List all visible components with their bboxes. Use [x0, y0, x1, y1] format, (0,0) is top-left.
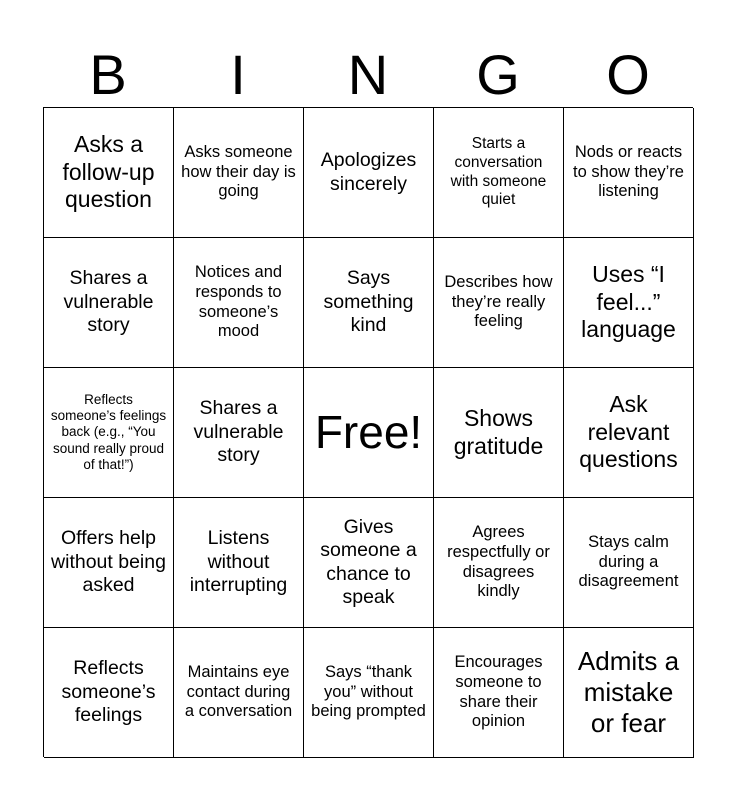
free-cell[interactable] [304, 368, 434, 498]
cell-text: Stays calm during a disagreement [578, 532, 679, 591]
header-letter-g: G [476, 43, 520, 106]
bingo-header [43, 42, 693, 108]
cell-text: Shares a vulnerable story [193, 397, 284, 467]
cell-text: Asks a follow-up question [62, 131, 155, 213]
bingo-cell[interactable] [304, 498, 434, 628]
cell-text: Notices and responds to someone’s mood [194, 262, 283, 341]
bingo-cell[interactable] [174, 368, 304, 498]
cell-text: Listens without interrupting [189, 527, 288, 597]
cell-text: Gives someone a chance to speak [320, 515, 417, 608]
header-letter-i: I [230, 43, 246, 106]
bingo-cell[interactable] [564, 368, 694, 498]
cell-text: Encourages someone to share their opinion [454, 652, 543, 731]
header-letter-b: B [89, 43, 127, 106]
cell-text: Nods or reacts to show they’re listening [573, 142, 684, 201]
cell-text: Agrees respectfully or disagrees kindly [447, 522, 550, 601]
cell-text: Admits a mistake or fear [577, 645, 680, 739]
bingo-cell[interactable] [44, 498, 174, 628]
bingo-cell[interactable] [174, 628, 304, 758]
free-text: Free! [314, 405, 423, 458]
cell-text: Uses “I feel...” language [581, 261, 676, 343]
bingo-cell[interactable] [434, 108, 564, 238]
bingo-cell[interactable] [564, 238, 694, 368]
cell-text: Says “thank you” without being prompted [311, 662, 426, 721]
bingo-cell[interactable] [304, 238, 434, 368]
bingo-cell[interactable] [434, 628, 564, 758]
cell-text: Offers help without being asked [51, 527, 166, 597]
bingo-cell[interactable] [44, 108, 174, 238]
bingo-cell[interactable] [434, 238, 564, 368]
bingo-cell[interactable] [304, 628, 434, 758]
cell-text: Describes how they’re really feeling [444, 272, 553, 331]
cell-text: Shares a vulnerable story [63, 267, 154, 337]
bingo-cell[interactable] [564, 108, 694, 238]
cell-text: Apologizes sincerely [320, 149, 417, 195]
cell-text: Maintains eye contact during a conversation [184, 662, 293, 721]
bingo-cell[interactable] [564, 498, 694, 628]
cell-text: Says something kind [323, 267, 414, 337]
bingo-cell[interactable] [44, 238, 174, 368]
cell-text: Shows gratitude [453, 404, 544, 459]
bingo-cell[interactable] [174, 238, 304, 368]
bingo-cell[interactable] [434, 368, 564, 498]
bingo-cell[interactable] [174, 498, 304, 628]
header-letter-n: N [347, 43, 389, 106]
cell-text: Asks someone how their day is going [181, 142, 296, 201]
cell-text: Ask relevant questions [579, 391, 678, 473]
bingo-cell[interactable] [44, 368, 174, 498]
bingo-cell[interactable] [44, 628, 174, 758]
cell-text: Reflects someone’s feelings [61, 657, 156, 727]
cell-text: Reflects someone’s feelings back (e.g., “You sound really proud of that!”) [50, 392, 167, 472]
header-letter-o: O [606, 43, 650, 106]
bingo-cell[interactable] [304, 108, 434, 238]
bingo-cell[interactable] [174, 108, 304, 238]
bingo-board [43, 107, 693, 757]
bingo-cell[interactable] [434, 498, 564, 628]
cell-text: Starts a conversation with someone quiet [450, 135, 547, 209]
bingo-cell[interactable] [564, 628, 694, 758]
